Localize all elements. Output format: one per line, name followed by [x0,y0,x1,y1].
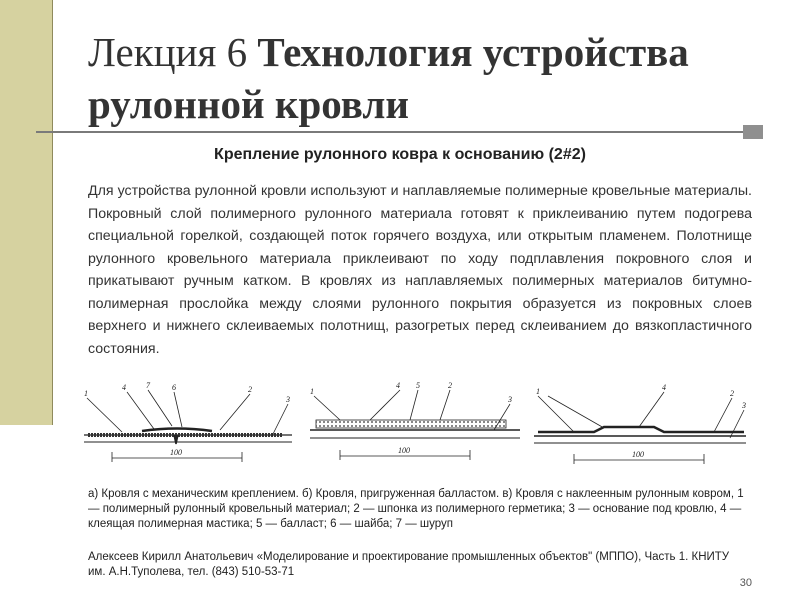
side-bar-border [52,0,53,425]
panel-a-label-4: 4 [122,383,126,392]
panel-a-label-6: 6 [172,383,176,392]
page-number: 30 [739,577,752,589]
panel-a-dimension: 100 [170,448,182,457]
title-divider [36,131,743,133]
roofing-diagram [82,380,752,480]
panel-c-label-2: 2 [730,389,734,398]
panel-a-label-2: 2 [248,385,252,394]
body-paragraph: Для устройства рулонной кровли используют и наплавляемые полимерные кровельные материалы. Покровный слой полимерного рулонного материала готовят к приклеиванию путем подогрева специальной горелкой, создающей поток горячего воздуха, или открытым пламенем. Полотнище рулонного кровельного материала приклеивают по ходу подплавления покровного слоя и прикатывают ручным катком. В кровлях из наплавляемых полимерных материалов битумно-полимерная прослойка между слоями рулонного покрытия образуется из покровных слоев верхнего и нижнего склеиваемых полотнищ, разогретых перед склеиванием до вязкопластичного состояния. [88,183,752,357]
panel-b [310,381,520,460]
panel-a-label-7: 7 [146,381,150,390]
author-credit: Алексеев Кирилл Анатольевич «Моделирование и проектирование промышленных объектов" (МППО), Часть 1. КНИТУ им. А.Н.Туполева, тел. (843) 510-53-71 [88,551,730,578]
slide-subtitle: Крепление рулонного ковра к основанию (2#2) [214,146,586,163]
panel-a [84,381,292,462]
title-bold: Технология устройства рулонной кровли [88,29,689,127]
slide-title [88,26,778,130]
roofing-diagram-svg [82,380,752,480]
panel-b-label-2: 2 [448,381,452,390]
figure-caption: а) Кровля с механическим креплением. б) Кровля, пригруженная балластом. в) Кровля с наклеенным рулонным ковром, 1 — полимерный рулонный кровельный материал; 2 — шпонка из полимерного герметика; 3 — основание под кровлю, 4 — клеящая полимерная мастика; 5 — балласт; 6 — шайба; 7 — шуруп [88,488,744,530]
decorative-side-bar [0,0,52,425]
panel-c-label-4: 4 [662,383,666,392]
title-plain: Лекция 6 [88,29,258,75]
panel-b-label-5: 5 [416,381,420,390]
panel-b-label-4: 4 [396,381,400,390]
panel-a-label-1: 1 [84,389,88,398]
panel-b-dimension: 100 [398,446,410,455]
panel-b-label-1: 1 [310,387,314,396]
panel-b-label-3: 3 [508,395,512,404]
panel-c [534,383,746,464]
panel-c-dimension: 100 [632,450,644,459]
divider-end-block [743,125,763,139]
panel-a-label-3: 3 [286,395,290,404]
panel-c-label-1: 1 [536,387,540,396]
panel-c-label-3: 3 [742,401,746,410]
